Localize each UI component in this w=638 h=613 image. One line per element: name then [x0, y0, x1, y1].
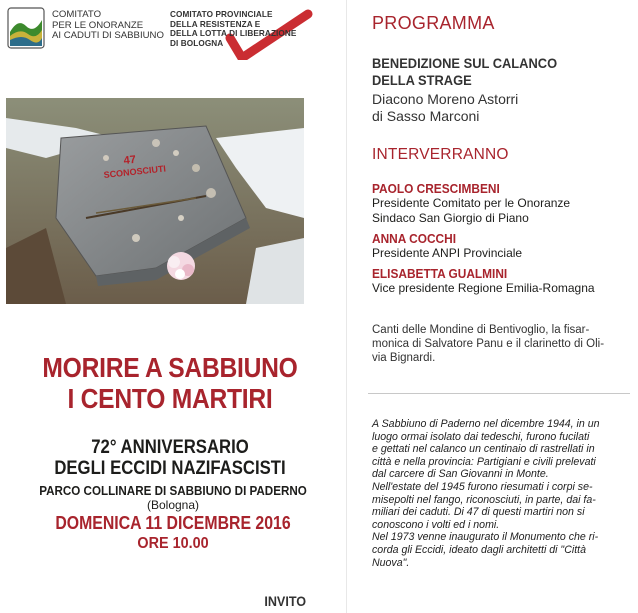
history-line: misepolti nel fango, riconosciuti, in parte, dai fa-	[372, 493, 596, 506]
logo2-line: COMITATO PROVINCIALE	[170, 10, 273, 19]
memorial-stone-photo	[6, 98, 304, 304]
title-line: I CENTO MARTIRI	[67, 383, 273, 414]
stone-number: 47	[123, 153, 137, 167]
music-note	[372, 323, 620, 365]
section-divider	[368, 393, 630, 394]
title-line: MORIRE A SABBIUNO	[42, 352, 298, 383]
comitato-onoranze-emblem-icon	[6, 6, 46, 50]
officiant-line: Diacono Moreno Astorri	[372, 91, 519, 107]
benediction-title	[372, 55, 557, 89]
music-line: via Bignardi.	[372, 352, 436, 364]
benediction-line: BENEDIZIONE SUL CALANCO	[372, 55, 558, 71]
speaker-role: Sindaco San Giorgio di Piano	[372, 211, 529, 225]
anniversary-line: 72° ANNIVERSARIO	[91, 437, 249, 458]
comitato-provinciale-name	[170, 10, 296, 48]
speakers-list	[372, 182, 632, 296]
event-title	[20, 352, 319, 414]
anniversary-heading	[20, 437, 319, 479]
historical-note	[372, 418, 626, 569]
history-line: A Sabbiuno di Paderno nel dicembre 1944, in un	[372, 418, 600, 430]
history-line: luogo ormai isolato dai tedeschi, furono fucilati	[372, 430, 590, 443]
logo1-line: PER LE ONORANZE	[52, 19, 144, 31]
panel-divider	[346, 0, 347, 613]
history-line: Nell'estate del 1945 furono riesumati i corpi se-	[372, 480, 593, 493]
history-line: dal carcere di San Giovanni in Monte.	[372, 468, 549, 481]
logo2-line: DI BOLOGNA	[170, 38, 224, 48]
comitato-onoranze-name	[52, 10, 164, 42]
speaker-role: Presidente Comitato per le Onoranze	[372, 196, 571, 210]
interverranno-heading: INTERVERRANNO	[372, 146, 509, 163]
speaker-name: ANNA COCCHI	[372, 232, 457, 246]
history-line: miliari dei caduti. Di 47 di questi martiri non si	[372, 506, 585, 519]
logo2-line: DELLA RESISTENZA E	[170, 19, 261, 29]
logo2-line: DELLA LOTTA DI LIBERAZIONE	[170, 29, 297, 39]
invito-label: INVITO	[264, 593, 307, 609]
music-line: Canti delle Mondine di Bentivoglio, la fisar-	[372, 324, 590, 336]
speaker-role: Vice presidente Regione Emilia-Romagna	[372, 281, 595, 295]
history-line: conoscono i volti ed i nomi.	[372, 518, 500, 531]
speaker-entry	[372, 267, 632, 296]
speaker-entry	[372, 232, 632, 261]
speaker-name: PAOLO CRESCIMBENI	[372, 182, 500, 196]
history-line: città e nella provincia: Partigiani e civili prelevati	[372, 455, 596, 468]
history-line: Nuova".	[372, 556, 410, 569]
officiant-line: di Sasso Marconi	[372, 108, 480, 124]
stone-inscription: SCONOSCIUTI	[103, 163, 167, 180]
event-time: ORE 10.00	[137, 535, 209, 552]
history-line: e gettati nel calanco un centinaio di rastrellati in	[372, 443, 595, 456]
music-line: monica di Salvatore Panu e il clarinetto di Oli-	[372, 338, 605, 350]
speaker-entry	[372, 182, 632, 226]
speaker-name: ELISABETTA GUALMINI	[372, 267, 508, 281]
comitato-provinciale-logo	[170, 8, 340, 60]
programma-heading: PROGRAMMA	[372, 13, 495, 33]
speaker-role: Presidente ANPI Provinciale	[372, 246, 523, 260]
benediction-line: DELLA STRAGE	[372, 72, 472, 88]
event-date: DOMENICA 11 DICEMBRE 2016	[55, 513, 291, 533]
logo1-line: AI CADUTI DI SABBIUNO	[52, 30, 164, 42]
benediction-officiant	[372, 91, 518, 125]
venue-name: PARCO COLLINARE DI SABBIUNO DI PADERNO	[39, 484, 307, 498]
anniversary-line: DEGLI ECCIDI NAZIFASCISTI	[54, 458, 286, 479]
logo1-line: COMITATO	[52, 9, 102, 20]
comitato-onoranze-logo	[6, 6, 176, 52]
history-line: corda gli Eccidi, ideato dagli architetti di "Città	[372, 543, 586, 556]
venue-city: (Bologna)	[146, 498, 200, 512]
history-line: Nel 1973 venne inaugurato il Monumento che ri-	[372, 531, 599, 544]
memorial-stone-image	[6, 98, 304, 304]
